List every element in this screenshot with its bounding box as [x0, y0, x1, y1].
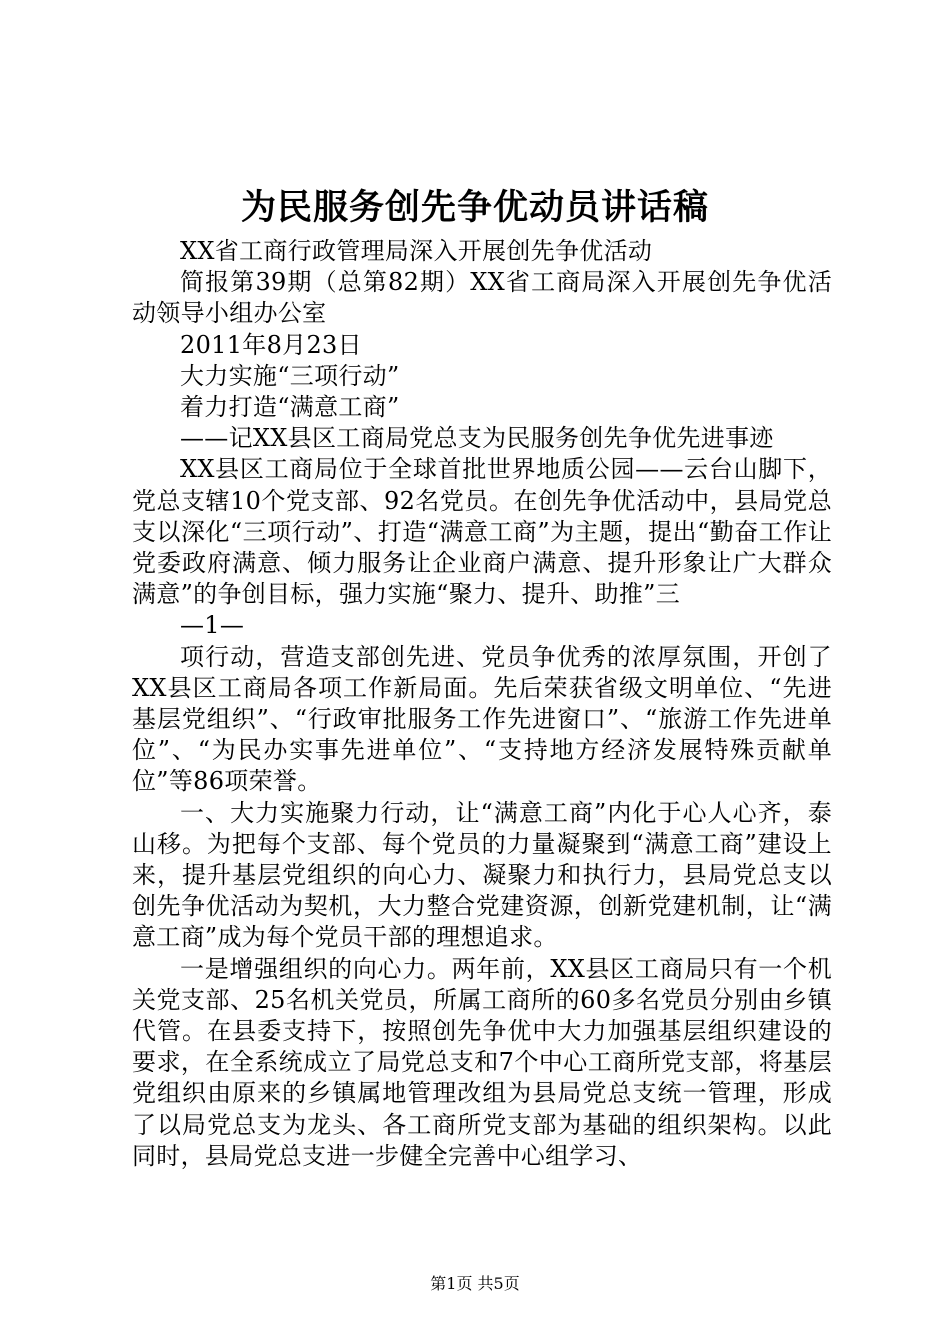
paragraph-subtitle-2: 着力打造“满意工商” [180, 393, 400, 422]
paragraph-date: 2011年8月23日 [180, 330, 362, 359]
inline-page-marker: —1— [180, 611, 245, 640]
paragraph-section-one: 一、大力实施聚力行动，让“满意工商”内化于心人心齐，泰山移。为把每个支部、每个党员的力量凝聚到“满意工商”建设上来，提升基层党组织的向心力、凝聚力和执行力，县局党总支以创先争优活动为契机，大力整合党建资源，创新党建机制，让“满意工商”成为每个党员干部的理想追求。 [132, 798, 832, 952]
document-body [132, 236, 832, 1172]
page-footer: 第1页 共5页 [430, 1274, 520, 1293]
paragraph-subtitle-1: 大力实施“三项行动” [180, 361, 400, 390]
paragraph-heading-agency: XX省工商行政管理局深入开展创先争优活动 [180, 237, 653, 265]
paragraph-continuation: 项行动，营造支部创先进、党员争优秀的浓厚氛围，开创了XX县区工商局各项工作新局面。先后荣获省级文明单位、“先进基层党组织”、“行政审批服务工作先进窗口”、“旅游工作先进单位”、“为民办实事先进单位”、“支持地方经济发展特殊贡献单位”等86项荣誉。 [132, 642, 832, 796]
paragraph-point-one: 一是增强组织的向心力。两年前，XX县区工商局只有一个机关党支部、25名机关党员，所属工商所的60多名党员分别由乡镇代管。在县委支持下，按照创先争优中大力加强基层组织建设的要求，在全系统成立了局党总支和7个中心工商所党支部，将基层党组织由原来的乡镇属地管理改组为县局党总支统一管理，形成了以局党总支为龙头、各工商所党支部为基础的组织架构。以此同时，县局党总支进一步健全完善中心组学习、 [132, 954, 832, 1170]
paragraph-bulletin-info: 简报第39期（总第82期）XX省工商局深入开展创先争优活动领导小组办公室 [132, 268, 832, 328]
paragraph-byline: ——记XX县区工商局党总支为民服务创先争优先进事迹 [180, 424, 774, 453]
paragraph-intro: XX县区工商局位于全球首批世界地质公园——云台山脚下，党总支辖10个党支部、92名党员。在创先争优活动中，县局党总支以深化“三项行动”、打造“满意工商”为主题，提出“勤奋工作让党委政府满意、倾力服务让企业商户满意、提升形象让广大群众满意”的争创目标，强力实施“聚力、提升、助推”三 [132, 455, 832, 609]
page-title: 为民服务创先争优动员讲话稿 [240, 187, 709, 228]
